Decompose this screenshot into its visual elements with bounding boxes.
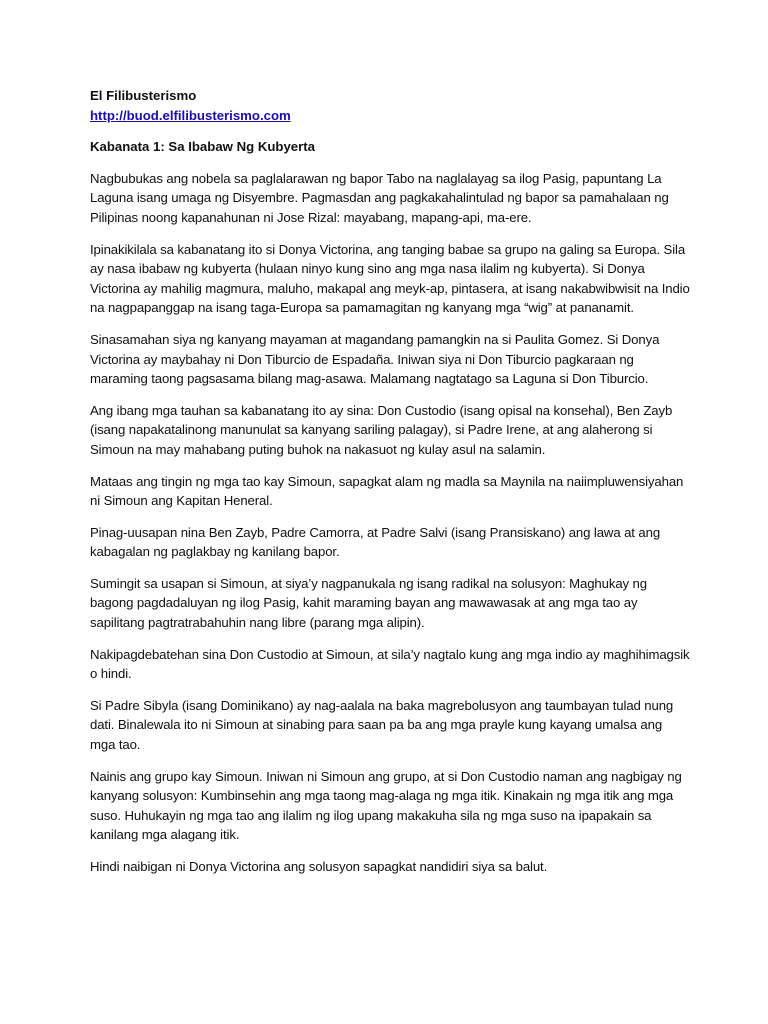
paragraph: Si Padre Sibyla (isang Dominikano) ay nag-aalala na baka magrebolusyon ang taumbayan tulad nung dati. Binalewala ito ni Simoun at sinabing para saan pa ba ang mga prayle kung kayang umalsa ang mga tao. [90, 697, 674, 753]
paragraph: Mataas ang tingin ng mga tao kay Simoun, sapagkat alam ng madla sa Maynila na naiimpluwensiyahan ni Simoun ang Kapitan Heneral. [90, 473, 684, 509]
paragraph: Nakipagdebatehan sina Don Custodio at Simoun, at sila’y nagtalo kung ang mga indio ay maghihimagsik o hindi. [90, 646, 690, 682]
paragraph: Hindi naibigan ni Donya Victorina ang solusyon sapagkat nandidiri siya sa balut. [90, 859, 548, 874]
source-link[interactable]: http://buod.elfilibusterismo.com [90, 107, 291, 123]
document-page [90, 86, 690, 889]
paragraph: Pinag-uusapan nina Ben Zayb, Padre Camorra, at Padre Salvi (isang Pransiskano) ang lawa at ang kabagalan ng paglakbay ng kanilang bapor. [90, 524, 661, 560]
document-title: El Filibusterismo [90, 88, 197, 103]
paragraph: Ang ibang mga tauhan sa kabanatang ito ay sina: Don Custodio (isang opisal na konsehal), Ben Zayb (isang napakatalinong manunulat sa kanyang sariling palagay), si Padre Irene, at ang alaherong si Simoun na may mahabang puting buhok na nakasuot ng kulay asul na salamin. [90, 402, 673, 457]
chapter-heading: Kabanata 1: Sa Ibabaw Ng Kubyerta [90, 139, 315, 155]
paragraph: Sinasamahan siya ng kanyang mayaman at magandang pamangkin na si Paulita Gomez. Si Donya Victorina ay maybahay ni Don Tiburcio de Espadaña. Iniwan siya ni Don Tiburcio pagkaraan ng maraming taong pagsasama bilang mag-asawa. Malamang nagtatago sa Laguna si Don Tiburcio. [90, 331, 660, 387]
paragraph: Nagbubukas ang nobela sa paglalarawan ng bapor Tabo na naglalayag sa ilog Pasig, papuntang La Laguna isang umaga ng Disyembre. Pagmasdan ang pagkakahalintulad ng bapor sa pamahalaan ng Pilipinas noong kapanahunan ni Jose Rizal: mayabang, mapang-api, ma-ere. [90, 170, 669, 225]
paragraph: Ipinakikilala sa kabanatang ito si Donya Victorina, ang tanging babae sa grupo na galing sa Europa. Sila ay nasa ibabaw ng kubyerta (hulaan ninyo kung sino ang mga nasa ilalim ng kubyerta). Si Donya Victorina ay mahilig magmura, maluho, makapal ang meyk-ap, pintasera, at isang nakabwibwisit na Indio na nagpapanggap na isang taga-Europa sa pamamagitan ng kanyang mga “wig” at pananamit. [90, 241, 690, 316]
paragraph: Nainis ang grupo kay Simoun. Iniwan ni Simoun ang grupo, at si Don Custodio naman ang nagbigay ng kanyang solusyon: Kumbinsehin ang mga taong mag-alaga ng mga itik. Kinakain ng mga itik ang mga suso. Huhukayin ng mga tao ang ilalim ng ilog upang makakuha sila ng mga suso na ipapakain sa kanilang mga alagang itik. [90, 768, 682, 843]
paragraph: Sumingit sa usapan si Simoun, at siya’y nagpanukala ng isang radikal na solusyon: Maghukay ng bagong pagdadaluyan ng ilog Pasig, kahit maraming bayan ang mawawasak at ang mga tao ay sapilitang pagtratrabahuhin nang libre (parang mga alipin). [90, 575, 647, 631]
